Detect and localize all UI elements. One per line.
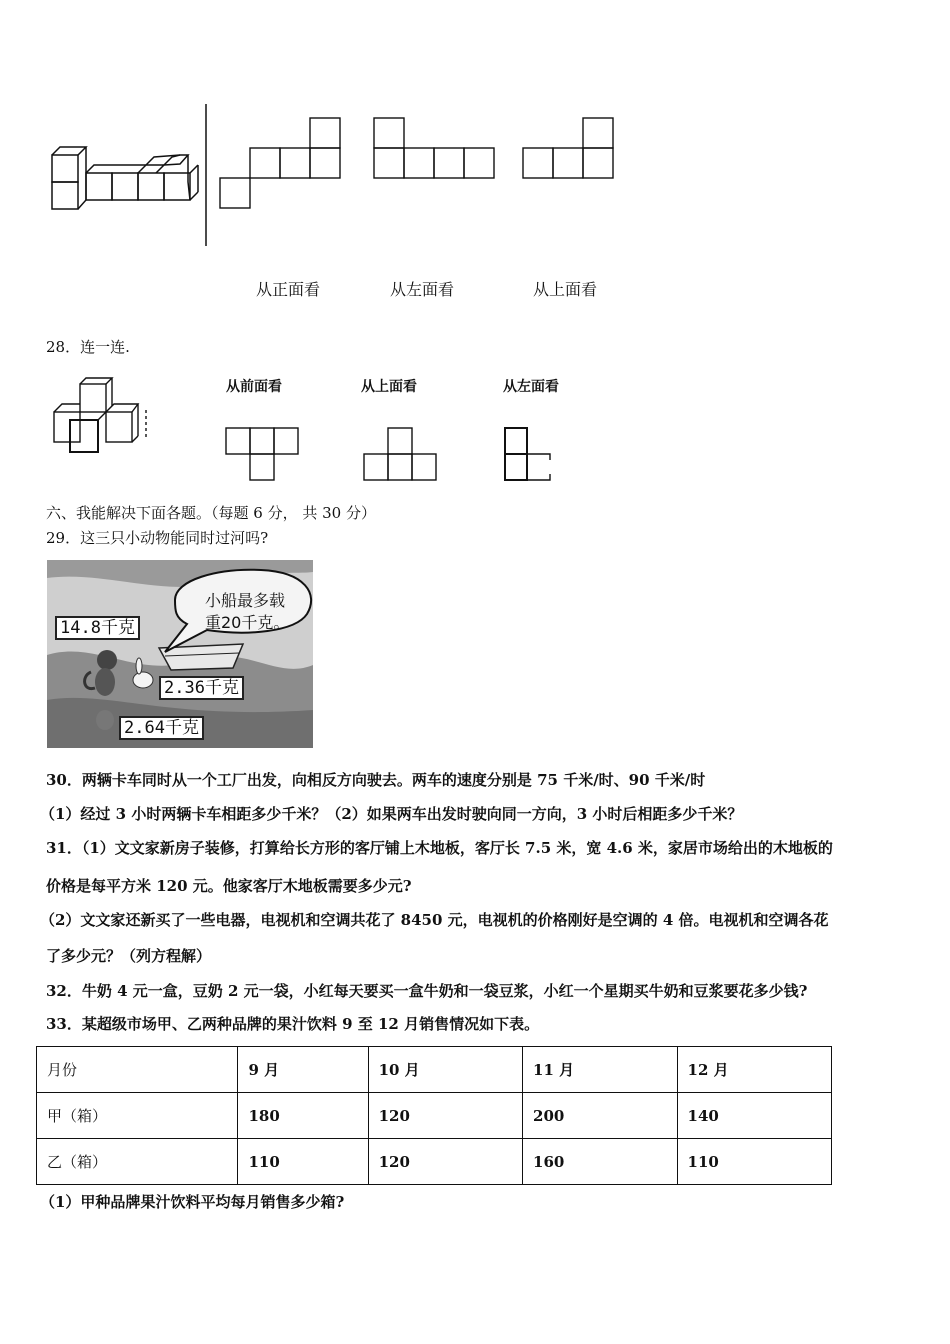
river-illustration <box>47 560 313 748</box>
q31-line-4: 了多少元？（列方程解） <box>46 947 212 965</box>
table-cell: 110 <box>677 1139 831 1185</box>
table-header-cell: 9 月 <box>238 1047 368 1093</box>
table-cell: 120 <box>368 1139 522 1185</box>
table-header-cell: 12 月 <box>677 1047 831 1093</box>
q32-text: 32．牛奶 4 元一盒，豆奶 2 元一袋，小红每天要买一盒牛奶和一袋豆浆，小红一个星期买牛奶和豆浆要花多少钱? <box>46 982 808 1000</box>
weight-tag-squirrel: 2.64千克 <box>119 716 204 740</box>
weight-tag-rabbit: 2.36千克 <box>159 676 244 700</box>
table-row <box>37 1093 832 1139</box>
q29-title: 29．这三只小动物能同时过河吗? <box>46 529 269 547</box>
table-cell: 乙（箱） <box>37 1139 238 1185</box>
table-header-row <box>37 1047 832 1093</box>
q33-title: 33．某超级市场甲、乙两种品牌的果汁饮料 9 至 12 月销售情况如下表。 <box>46 1015 540 1033</box>
q28-label-top: 从上面看 <box>361 379 417 395</box>
q28-label-left: 从左面看 <box>503 379 559 395</box>
table-cell: 160 <box>523 1139 677 1185</box>
q31-line-2: 价格是每平方米 120 元。他家客厅木地板需要多少元? <box>46 877 412 895</box>
view-label-left: 从左面看 <box>390 280 455 299</box>
sales-table <box>36 1046 832 1185</box>
weight-tag-monkey: 14.8千克 <box>55 616 140 640</box>
q28-title: 28．连一连. <box>46 338 130 356</box>
q30-line-1: 30．两辆卡车同时从一个工厂出发，向相反方向驶去。两车的速度分别是 75 千米/时、90 千米/时 <box>46 771 706 789</box>
q31-line-3: （2）文文家还新买了一些电器，电视机和空调共花了 8450 元，电视机的价格刚好是空调的 4 倍。电视机和空调各花 <box>40 911 829 929</box>
table-cell: 110 <box>238 1139 368 1185</box>
table-cell: 200 <box>523 1093 677 1139</box>
bubble-line-1: 小船最多载 <box>205 591 286 610</box>
q28-views-figure <box>220 420 560 490</box>
table-cell: 180 <box>238 1093 368 1139</box>
q28-solid-figure <box>50 376 160 456</box>
q33-sub-question-1: （1）甲种品牌果汁饮料平均每月销售多少箱? <box>40 1193 345 1211</box>
table-cell: 甲（箱） <box>37 1093 238 1139</box>
table-cell: 120 <box>368 1093 522 1139</box>
table-row <box>37 1139 832 1185</box>
section6-heading: 六、我能解决下面各题。（每题 6 分， 共 30 分） <box>46 504 376 522</box>
view-label-top: 从上面看 <box>533 280 598 299</box>
q28-label-front: 从前面看 <box>226 379 282 395</box>
q30-line-2: （1）经过 3 小时两辆卡车相距多少千米？（2）如果两车出发时驶向同一方向，3 小时后相距多少千米？ <box>40 805 743 823</box>
table-cell: 140 <box>677 1093 831 1139</box>
cube-model-figure <box>40 100 640 260</box>
table-header-cell: 10 月 <box>368 1047 522 1093</box>
table-header-cell: 月份 <box>37 1047 238 1093</box>
q31-line-1: 31．（1）文文家新房子装修，打算给长方形的客厅铺上木地板，客厅长 7.5 米，宽 4.6 米，家居市场给出的木地板的 <box>46 839 833 857</box>
table-header-cell: 11 月 <box>523 1047 677 1093</box>
bubble-line-2: 重20千克。 <box>205 613 290 632</box>
view-label-front: 从正面看 <box>256 280 321 299</box>
